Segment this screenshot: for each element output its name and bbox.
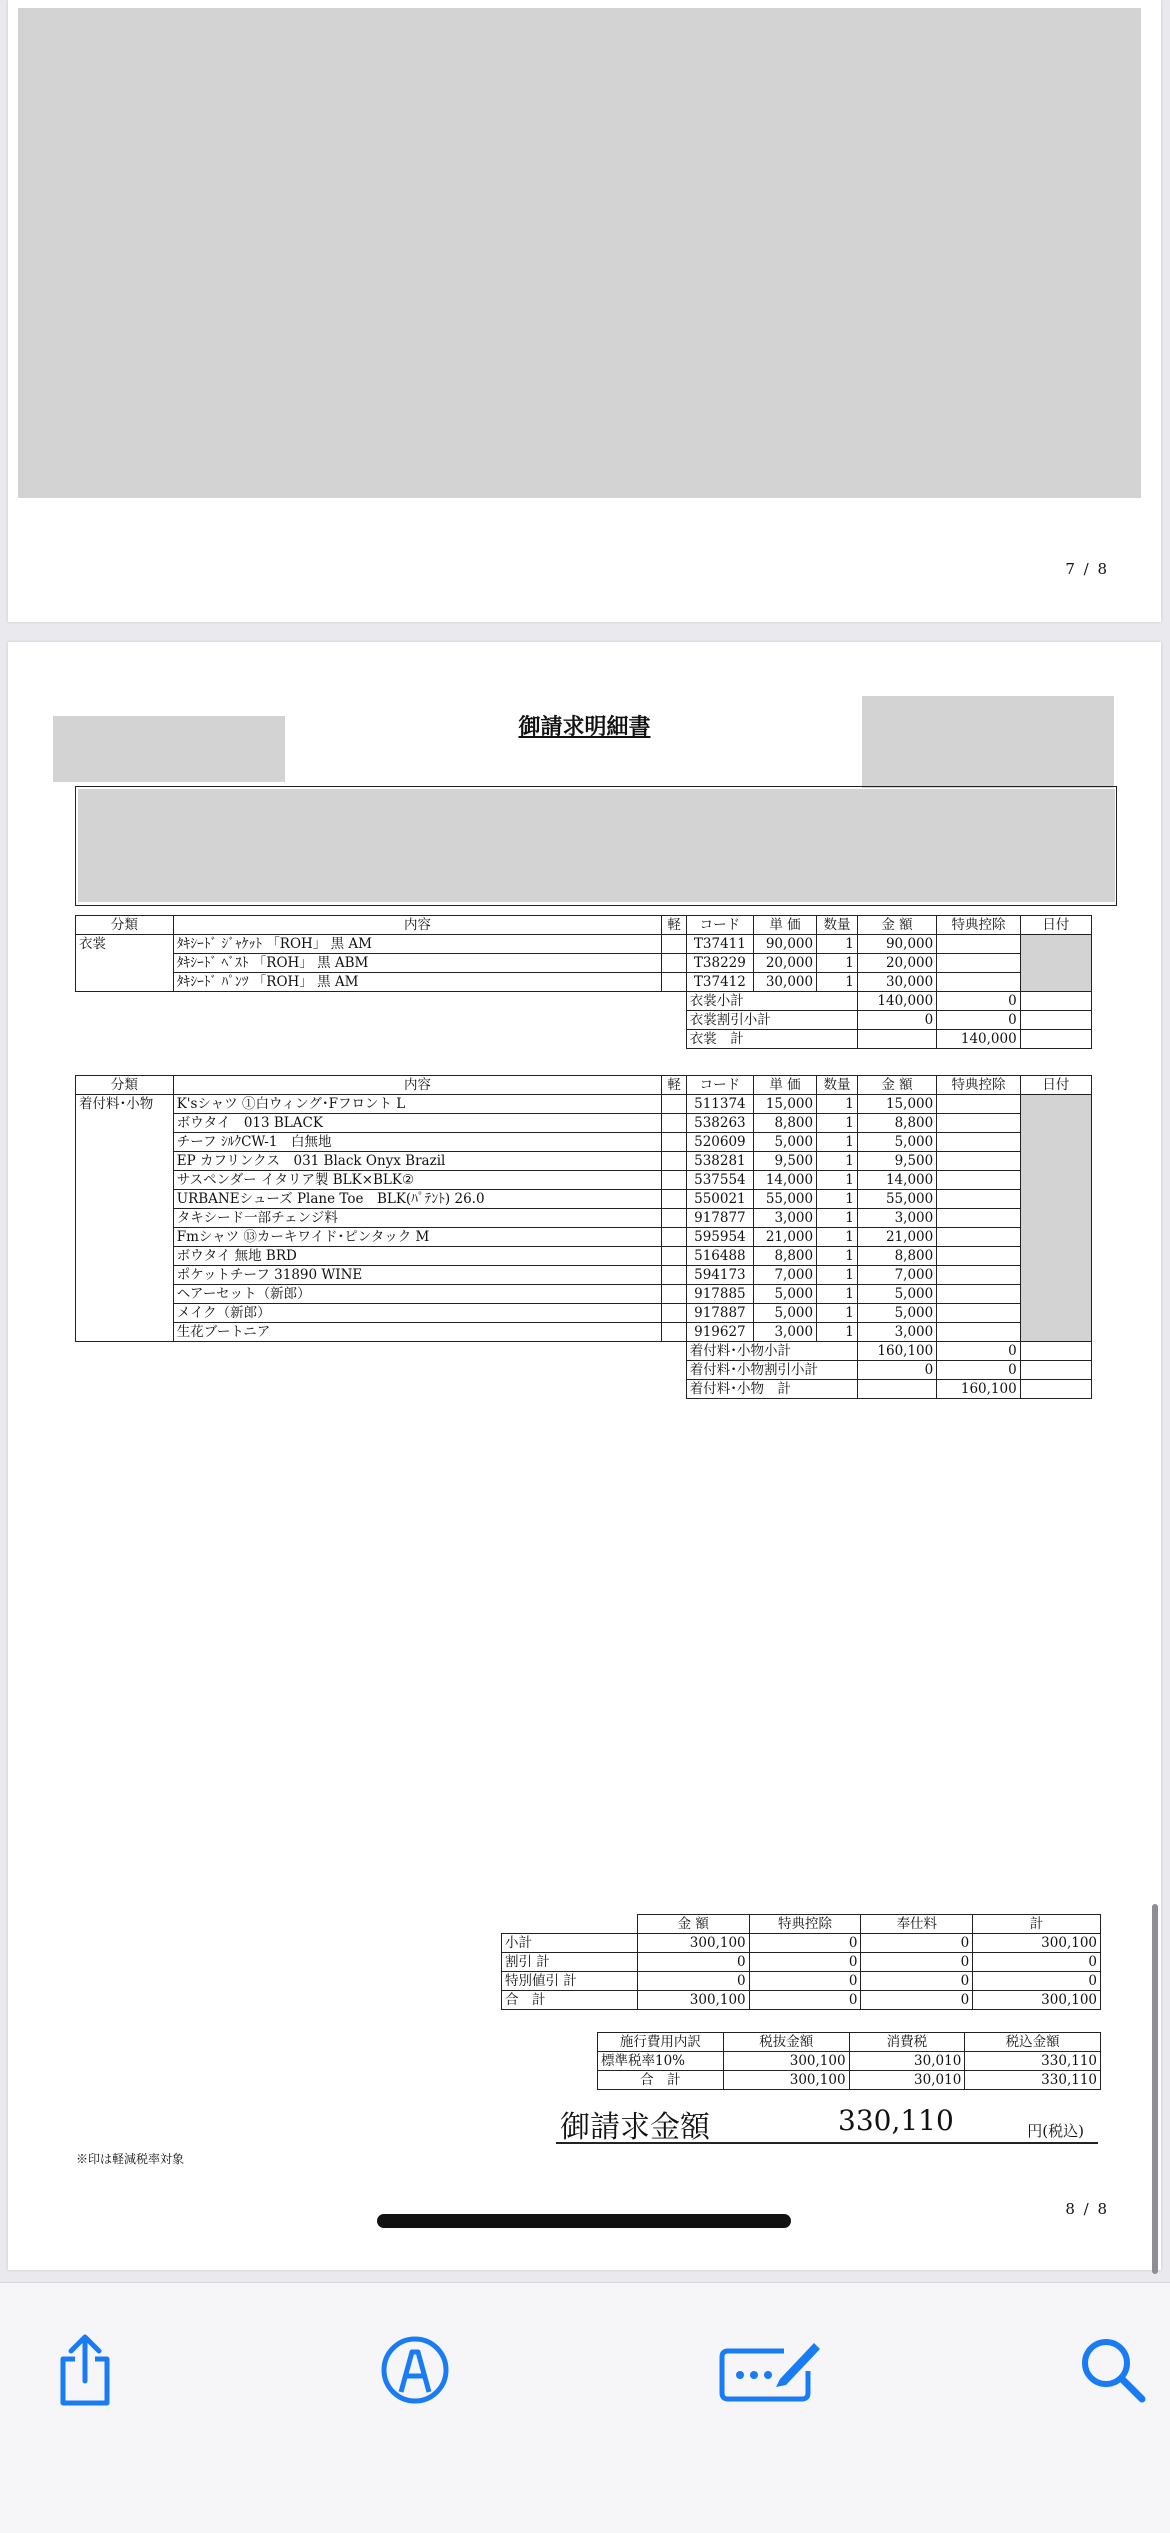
table-row: EP カフリンクス 031 Black Onyx Brazil 538281 9,500 1 9,500 <box>76 1152 1092 1171</box>
share-button[interactable] <box>40 2325 130 2415</box>
grand-total-label: 御請求金額 <box>560 2110 710 2145</box>
reduced-tax-note: ※印は軽減税率対象 <box>76 2152 185 2166</box>
redacted-content <box>18 8 1141 498</box>
signature-icon <box>718 2337 822 2403</box>
table-row: ボウタイ 無地 BRD 516488 8,800 1 8,800 <box>76 1247 1092 1266</box>
grand-total-amount: 330,110 <box>838 2104 954 2137</box>
page-number: 8 / 8 <box>1065 2200 1109 2218</box>
summary-table <box>501 1914 1101 2010</box>
table-row: URBANEシューズ Plane Toe BLK(ﾊﾟﾃﾝﾄ) 26.0 550021 55,000 1 55,000 <box>76 1190 1092 1209</box>
subtotal-row: 衣裳小計 140,000 0 <box>76 992 1092 1011</box>
table-row: Fmシャツ ⑬カーキワイド･ピンタック M 595954 21,000 1 21,000 <box>76 1228 1092 1247</box>
bottom-toolbar <box>0 2282 1170 2533</box>
table-row: 着付料･小物 K'sシャツ ①白ウィング･Fフロント L 511374 15,000 1 15,000 <box>76 1095 1092 1114</box>
share-icon <box>53 2333 117 2407</box>
scrollbar[interactable] <box>1152 1904 1158 2274</box>
table-row: 衣裳 ﾀｷｼｰﾄﾞ ｼﾞｬｹｯﾄ 「ROH」 黒 AM T37411 90,000 1 90,000 <box>76 935 1092 954</box>
pdf-page-8 <box>8 642 1161 2270</box>
subtotal-row: 着付料･小物小計 160,100 0 <box>76 1342 1092 1361</box>
tax-table <box>597 2032 1101 2090</box>
table-row: ボウタイ 013 BLACK 538263 8,800 1 8,800 <box>76 1114 1092 1133</box>
summary-row: 合 計 300,100 0 0 300,100 <box>502 1991 1101 2010</box>
discount-row: 衣裳割引小計 0 0 <box>76 1011 1092 1030</box>
grand-total-unit: 円(税込) <box>1027 2122 1084 2140</box>
tax-row: 標準税率10% 300,100 30,010 330,110 <box>598 2052 1101 2071</box>
markup-button[interactable] <box>370 2325 460 2415</box>
discount-row: 着付料･小物割引小計 0 0 <box>76 1361 1092 1380</box>
total-row: 衣裳 計 140,000 <box>76 1030 1092 1049</box>
tax-row: 合 計 300,100 30,010 330,110 <box>598 2071 1101 2090</box>
summary-header-row: 金 額 特典控除 奉仕料 計 <box>502 1915 1101 1934</box>
summary-row: 小計 300,100 0 0 300,100 <box>502 1934 1101 1953</box>
markup-icon <box>379 2334 451 2406</box>
page-number: 7 / 8 <box>1065 560 1109 578</box>
accessories-table <box>75 1075 1092 1399</box>
table-row: メイク（新郎） 917887 5,000 1 5,000 <box>76 1304 1092 1323</box>
summary-row: 特別値引 計 0 0 0 0 <box>502 1972 1101 1991</box>
invoice-title: 御請求明細書 <box>518 714 651 740</box>
costume-table <box>75 915 1092 1049</box>
grand-total <box>556 2102 1098 2144</box>
summary-row: 割引 計 0 0 0 0 <box>502 1953 1101 1972</box>
pdf-page-7 <box>8 0 1161 622</box>
home-indicator[interactable] <box>377 2214 791 2228</box>
table-row: ﾀｷｼｰﾄﾞ ﾊﾟﾝﾂ 「ROH」 黒 AM T37412 30,000 1 30,000 <box>76 973 1092 992</box>
table-header-row: 分類 内容 軽 コード 単 価 数量 金 額 特典控除 日付 <box>76 916 1092 935</box>
tax-header-row: 施行費用内訳 税抜金額 消費税 税込金額 <box>598 2033 1101 2052</box>
table-row: チーフ ｼﾙｸCW-1 白無地 520609 5,000 1 5,000 <box>76 1133 1092 1152</box>
redacted-info-table <box>75 786 1117 906</box>
table-row: ポケットチーフ 31890 WINE 594173 7,000 1 7,000 <box>76 1266 1092 1285</box>
table-row: ヘアーセット（新郎） 917885 5,000 1 5,000 <box>76 1285 1092 1304</box>
table-row: サスペンダー イタリア製 BLK×BLK② 537554 14,000 1 14,000 <box>76 1171 1092 1190</box>
signature-button[interactable] <box>715 2325 825 2415</box>
search-icon <box>1078 2335 1148 2405</box>
table-row: 生花ブートニア 919627 3,000 1 3,000 <box>76 1323 1092 1342</box>
table-header-row: 分類 内容 軽 コード 単 価 数量 金 額 特典控除 日付 <box>76 1076 1092 1095</box>
total-row: 着付料･小物 計 160,100 <box>76 1380 1092 1399</box>
table-row: タキシード一部チェンジ料 917877 3,000 1 3,000 <box>76 1209 1092 1228</box>
table-row: ﾀｷｼｰﾄﾞ ﾍﾞｽﾄ 「ROH」 黒 ABM T38229 20,000 1 20,000 <box>76 954 1092 973</box>
search-button[interactable] <box>1068 2325 1158 2415</box>
